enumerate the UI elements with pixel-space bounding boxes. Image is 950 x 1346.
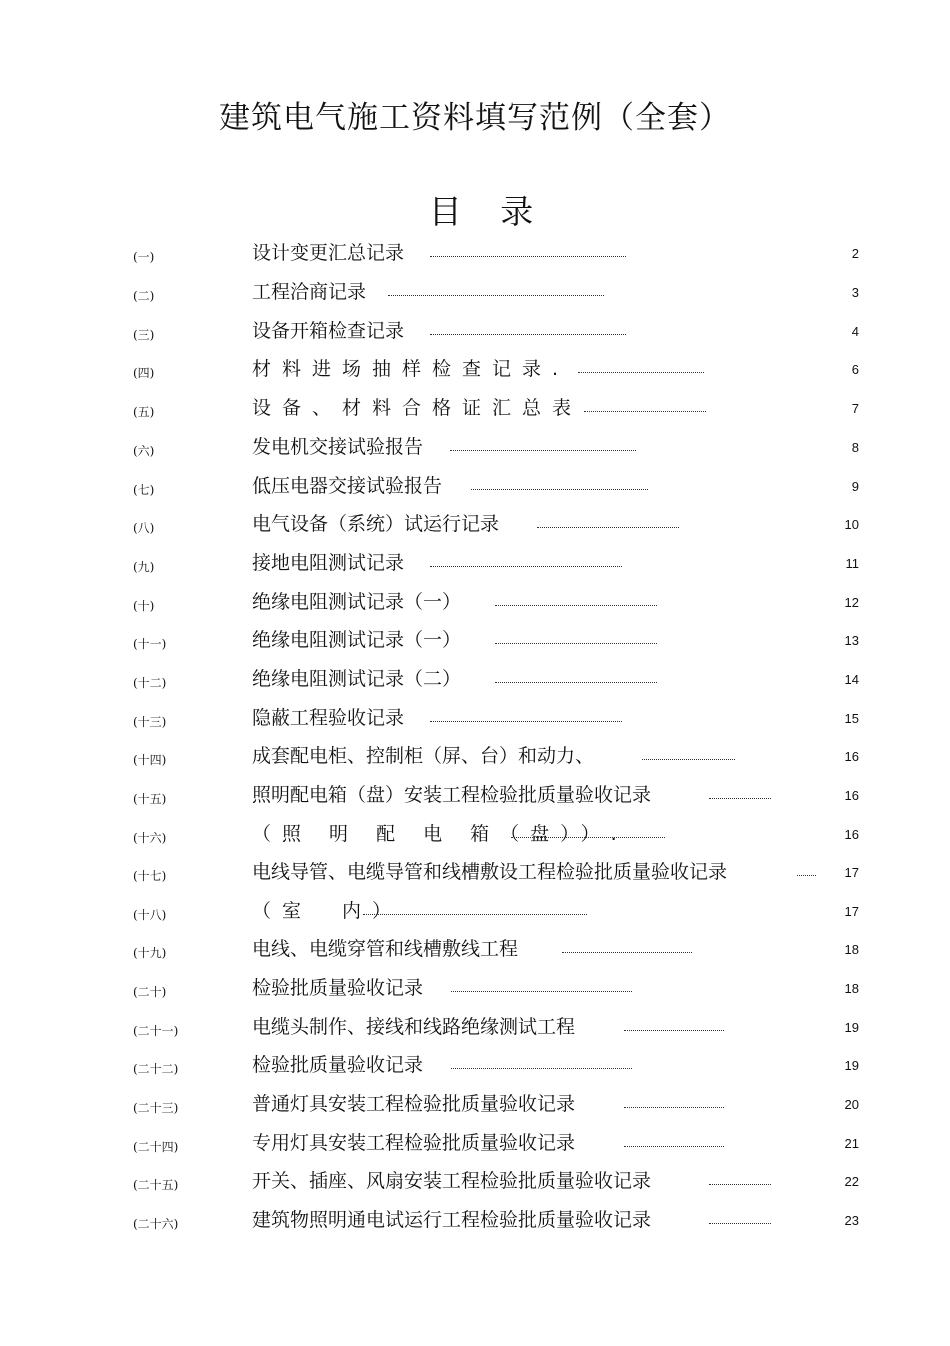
toc-entry-title: 电线、电缆穿管和线槽敷线工程 [252,938,519,960]
toc-entry-title: 设备开箱检查记录 [252,320,405,342]
toc-entry-title: 设计变更汇总记录 [252,242,405,264]
toc-row [0,1207,950,1237]
toc-row [0,1130,950,1160]
toc-leader-dots [709,1184,771,1185]
toc-page-number: 4 [851,324,859,339]
toc-row [0,589,950,619]
toc-row [0,550,950,580]
toc-page-number: 2 [851,246,859,261]
toc-row [0,898,950,928]
toc-number: (七) [133,483,155,497]
toc-entry-title: 电线导管、电缆导管和线槽敷设工程检验批质量验收记录 [252,861,728,883]
toc-page-number: 22 [844,1174,859,1189]
toc-number: (二十四) [133,1140,179,1154]
toc-entry-title: 成套配电柜、控制柜（屏、台）和动力、 [252,745,595,767]
toc-page-number: 11 [845,556,859,571]
toc-number: (二十三) [133,1101,179,1115]
toc-row [0,240,950,270]
toc-entry-title: 建筑物照明通电试运行工程检验批质量验收记录 [252,1209,652,1231]
toc-entry-title: 绝缘电阻测试记录（一） [252,591,462,613]
toc-number: (四) [133,366,155,380]
toc-entry-title: 检验批质量验收记录 [252,977,424,999]
toc-row [0,666,950,696]
document-title: 建筑电气施工资料填写范例（全套） [219,100,731,136]
toc-page-number: 8 [851,440,859,455]
toc-number: (十四) [133,753,167,767]
toc-row [0,1014,950,1044]
toc-row [0,434,950,464]
toc-leader-dots [624,1030,724,1031]
toc-number: (十六) [133,831,167,845]
toc-page-number: 23 [844,1213,859,1228]
toc-entry-title: 普通灯具安装工程检验批质量验收记录 [252,1093,576,1115]
toc-entry-title: 电缆头制作、接线和线路绝缘测试工程 [252,1016,576,1038]
toc-entry-title: 隐蔽工程验收记录 [252,707,405,729]
toc-leader-dots [511,837,665,838]
toc-row [0,473,950,503]
toc-page-number: 16 [844,749,859,764]
toc-number: (八) [133,521,155,535]
toc-page-number: 17 [844,865,859,880]
toc-number: (十) [133,599,155,613]
toc-page-number: 7 [851,401,859,416]
toc-number: (二十一) [133,1024,179,1038]
toc-row [0,705,950,735]
toc-number: (二十二) [133,1062,179,1076]
toc-leader-dots [642,759,735,760]
toc-page-number: 3 [851,285,859,300]
toc-page-number: 18 [844,942,859,957]
toc-row [0,627,950,657]
toc-entry-title: 发电机交接试验报告 [252,436,424,458]
toc-entry-title: 照明配电箱（盘）安装工程检验批质量验收记录 [252,784,652,806]
toc-number: (六) [133,444,155,458]
toc-entry-title: 绝缘电阻测试记录（一） [252,629,462,651]
toc-leader-dots [450,450,636,451]
toc-leader-dots [363,914,587,915]
toc-row [0,975,950,1005]
toc-page-number: 19 [844,1020,859,1035]
toc-page-number: 15 [844,711,859,726]
toc-leader-dots [471,489,648,490]
toc-number: (一) [133,250,155,264]
toc-row [0,821,950,851]
toc-entry-title: 接地电阻测试记录 [252,552,405,574]
toc-entry-title: 电气设备（系统）试运行记录 [252,513,500,535]
toc-number: (十五) [133,792,167,806]
toc-leader-dots [624,1146,724,1147]
toc-leader-dots [495,643,657,644]
toc-page-number: 20 [844,1097,859,1112]
toc-page-number: 6 [851,362,859,377]
toc-row [0,936,950,966]
toc-number: (二) [133,289,155,303]
toc-row [0,318,950,348]
toc-leader-dots [430,566,622,567]
toc-row [0,743,950,773]
toc-row [0,395,950,425]
toc-leader-dots [709,798,771,799]
toc-number: (二十五) [133,1178,179,1192]
toc-page-number: 9 [851,479,859,494]
toc-page-number: 10 [844,517,859,532]
toc-entry-title: 绝缘电阻测试记录（二） [252,668,462,690]
toc-leader-dots [495,682,657,683]
toc-leader-dots [451,1068,632,1069]
toc-leader-dots [388,295,604,296]
toc-row [0,1052,950,1082]
toc-leader-dots [709,1223,771,1224]
toc-page-number: 19 [844,1058,859,1073]
toc-number: (五) [133,405,155,419]
toc-number: (二十六) [133,1217,179,1231]
toc-leader-dots [451,991,632,992]
toc-row [0,1168,950,1198]
toc-page-number: 18 [844,981,859,996]
toc-row [0,356,950,386]
toc-number: (十一) [133,637,167,651]
toc-number: (十七) [133,869,167,883]
toc-leader-dots [578,372,704,373]
toc-entry-title: 工程洽商记录 [252,281,367,303]
toc-page-number: 16 [844,827,859,842]
toc-leader-dots [430,721,622,722]
toc-leader-dots [537,527,679,528]
toc-row [0,1091,950,1121]
toc-row [0,782,950,812]
toc-number: (九) [133,560,155,574]
toc-entry-title: 检验批质量验收记录 [252,1054,424,1076]
toc-row [0,279,950,309]
toc-number: (十九) [133,946,167,960]
toc-entry-title: （照 明 配 电 箱（盘））. [252,823,628,845]
toc-page-number: 14 [844,672,859,687]
toc-page-number: 13 [844,633,859,648]
toc-entry-title: 专用灯具安装工程检验批质量验收记录 [252,1132,576,1154]
toc-heading: 目 录 [428,192,548,231]
toc-entry-title: 开关、插座、风扇安装工程检验批质量验收记录 [252,1170,652,1192]
toc-number: (十二) [133,676,167,690]
toc-row [0,859,950,889]
toc-page-number: 21 [844,1136,859,1151]
toc-leader-dots [495,605,657,606]
toc-number: (二十) [133,985,167,999]
toc-leader-dots [584,411,706,412]
toc-entry-title: 设备、材料合格证汇总表 [252,397,583,419]
toc-leader-dots [624,1107,724,1108]
toc-number: (十三) [133,715,167,729]
toc-leader-dots [430,256,626,257]
toc-leader-dots [562,952,692,953]
toc-number: (三) [133,328,155,342]
toc-number: (十八) [133,908,167,922]
toc-leader-dots [430,334,626,335]
toc-row [0,511,950,541]
toc-page-number: 16 [844,788,859,803]
toc-entry-title: 材料进场抽样检查记录. [252,358,570,380]
toc-leader-dots [797,875,816,876]
toc-page-number: 12 [844,595,859,610]
toc-page-number: 17 [844,904,859,919]
toc-entry-title: 低压电器交接试验报告 [252,475,443,497]
toc-entry-title: （室 内） [252,900,403,922]
